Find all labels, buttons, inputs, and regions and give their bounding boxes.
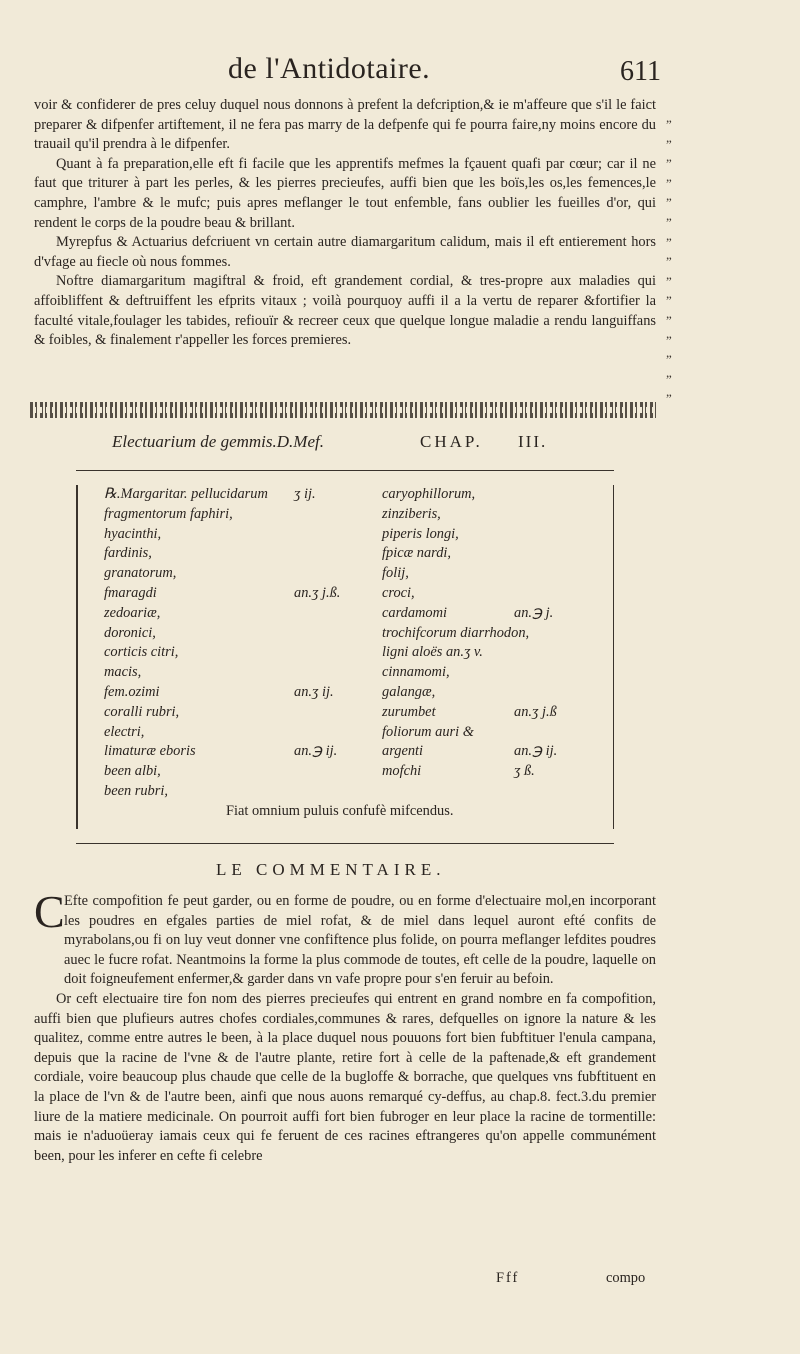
ingredient-name: mofchi — [382, 763, 422, 780]
ingredient-row — [104, 604, 374, 624]
ingredient-name: piperis longi, — [382, 525, 459, 542]
recipe-closing: Fiat omnium puluis confufè mifcendus. — [226, 803, 454, 819]
ingredient-row — [104, 683, 374, 703]
chapter-label: CHAP. — [420, 432, 483, 451]
ingredient-row — [104, 643, 374, 663]
ingredient-name: ℞.Margaritar. pellucidarum — [104, 486, 268, 502]
commentary-text — [34, 892, 656, 1166]
margin-quote: „ — [666, 188, 672, 204]
intro-paragraph: voir & confiderer de pres celuy duquel nous donnons à prefent la defcription,& ie m'affeure que s'il le faict preparer & difpenfer artiftement, il ne fera pas marry de la defpenfe qui fe pourra faire,ny moins encore du trauail qu'il prendra à le difpenfer. — [34, 97, 656, 153]
drop-cap: C — [34, 886, 65, 937]
ingredient-name: fmaragdi — [104, 584, 157, 601]
ingredient-name: foliorum auri & — [382, 723, 474, 740]
ingredient-row — [382, 723, 612, 743]
ingredient-row — [104, 505, 374, 525]
margin-quote: „ — [666, 149, 672, 165]
ingredient-row — [382, 742, 612, 762]
ingredient-quantity: an.℈ j. — [514, 604, 554, 621]
ingredient-name: folij, — [382, 565, 409, 582]
margin-quote: „ — [666, 168, 672, 184]
ingredient-name: cardamomi — [382, 604, 448, 621]
ingredient-row — [382, 643, 612, 663]
ingredient-name: been rubri, — [104, 782, 168, 799]
ingredient-row — [382, 485, 612, 505]
ingredient-row — [382, 525, 612, 545]
ingredient-quantity: an.ʒ j.ß — [514, 703, 557, 720]
recipe-right-column — [382, 485, 612, 782]
catchword: compo — [606, 1270, 646, 1286]
ingredient-row — [382, 624, 612, 644]
ingredient-name: hyacinthi, — [104, 525, 162, 542]
margin-quote: „ — [666, 325, 672, 341]
intro-paragraph: Noftre diamargaritum magiftral & froid, eft grandement cordial, & tres-propre aux maladies qui affoibliffent & deftruiffent les efprits vitaux ; voilà pourquoy auffi il a la vertu de reparer &fortifier la faculté vitale,foulager les tabides, refiouïr & recreer ceux que quelque longue maladie a rendu languiffans & foibles, & finalement r'appeller les forces premieres. — [34, 273, 656, 349]
page-number: 611 — [620, 56, 661, 87]
running-title: de l'Antidotaire. — [228, 52, 431, 85]
ingredient-row — [104, 624, 374, 644]
ingredient-name: fardinis, — [104, 545, 152, 562]
ingredient-row — [382, 683, 612, 703]
ingredient-row — [104, 564, 374, 584]
ingredient-quantity: ʒ ß. — [514, 763, 535, 780]
ingredient-name: ligni aloës an.ʒ v. — [382, 644, 483, 661]
intro-paragraph: Myrepfus & Actuarius defcriuent vn certain autre diamargaritum calidum, mais il eft entierement hors d'vfage au fiecle où nous fommes. — [34, 234, 656, 270]
ingredient-quantity: ʒ ij. — [294, 486, 316, 502]
margin-quote: „ — [666, 110, 672, 125]
recipe-box — [76, 470, 614, 844]
margin-quote: „ — [666, 305, 672, 321]
intro-paragraph: Quant à fa preparation,elle eft fi facile que les apprentifs mefmes la fçauent quafi par cœur; car il ne faut que triturer à part les perles, & les pierres precieufes, auffi bien que les boïs,les os,les femences,le camphre, l'ambre & le mufc; puis apres meflanger le tout enfemble, fans oublier les fueilles d'or, qui rendent le corps de la poudre beau & brillant. — [34, 155, 656, 231]
ingredient-row — [104, 525, 374, 545]
ingredient-name: argenti — [382, 743, 424, 760]
ingredient-row — [382, 584, 612, 604]
commentary-paragraph: Efte compofition fe peut garder, ou en forme de poudre, ou en forme d'electuaire mol,en incorporant les poudres en efgales parties de miel rofat, & de miel dans lequel auront efté confits de myrabolans,ou fi on luy veut donner vne confiftence plus folide, on pourra meflanger lefdites poudres auec le fucre rofat. Neantmoins la forme la plus commode de toutes, eft celle de la poudre, laquelle on doit foigneufement enfermer,& garder dans vn vafe propre pour s'en feruir au befoin. — [64, 893, 656, 988]
ingredient-row — [382, 762, 612, 782]
chapter-number: III. — [518, 432, 548, 451]
ingredient-row — [382, 604, 612, 624]
commentary-paragraph: Or ceft electuaire tire fon nom des pierres precieufes qui entrent en grand nombre en fa compofition, auffi bien que plufieurs autres chofes cordiales,communes & rares, defquelles on ignore la nature & les qualitez, comme entre autres le been, à la place duquel nous pouuons fort bien fubftituer l'enula campana, depuis que la racine de l'vne & de l'autre plante, retire fort à celle de la paftenade,& eft grandement cordiale, voire beaucoup plus chaude que celle de la bugloffe & borrache, que quelques vns fubftituent en la place de l'vn & de l'autre been, ainfi que nous auons remarqué cy-deffus, au chap.8. fect.3.du premier liure de la matiere medicinale. On pourroit auffi fort bien fubroger en leur place la racine de tormentille: mais ie n'aduoüeray iamais ceux qui fe feruent de ces racines eftrangeres qu'on appelle communément been, pour les inferer en cefte fi celebre — [34, 990, 656, 1164]
ingredient-name: caryophillorum, — [382, 486, 476, 502]
recipe-left-column — [104, 485, 374, 802]
ingredient-name: macis, — [104, 664, 142, 681]
ingredient-row — [104, 762, 374, 782]
ingredient-row — [104, 663, 374, 683]
chapter-heading — [0, 432, 800, 456]
ingredient-name: fragmentorum faphiri, — [104, 505, 233, 522]
ingredient-name: electri, — [104, 723, 145, 740]
ornament-band — [30, 402, 656, 418]
ingredient-row — [382, 564, 612, 584]
ingredient-row — [382, 544, 612, 564]
margin-quote: „ — [666, 384, 672, 400]
ingredient-quantity: an.ʒ j.ß. — [294, 584, 341, 601]
ingredient-row — [104, 584, 374, 604]
ingredient-name: zurumbet — [382, 703, 436, 720]
ingredient-row — [104, 723, 374, 743]
ingredient-row — [382, 505, 612, 525]
margin-quote: „ — [666, 227, 672, 243]
ingredient-row — [104, 485, 374, 505]
ingredient-name: limaturæ eboris — [104, 743, 196, 760]
ingredient-quantity: an.℈ ij. — [514, 743, 558, 760]
margin-quote: „ — [666, 247, 672, 263]
ingredient-quantity: an.℈ ij. — [294, 743, 338, 760]
ingredient-quantity: an.ʒ ij. — [294, 683, 334, 700]
signature-mark: Fff — [496, 1270, 520, 1286]
commentary-title: LE COMMENTAIRE. — [216, 860, 446, 879]
ingredient-row — [382, 703, 612, 723]
ingredient-name: croci, — [382, 584, 415, 601]
margin-quote: „ — [666, 364, 672, 380]
ingredient-row — [104, 703, 374, 723]
ingredient-name: cinnamomi, — [382, 664, 450, 681]
ingredient-row — [382, 663, 612, 683]
ingredient-name: zinziberis, — [382, 505, 441, 522]
running-head — [0, 52, 800, 94]
ingredient-name: been albi, — [104, 763, 161, 780]
ingredient-row — [104, 742, 374, 762]
ingredient-name: fpicæ nardi, — [382, 545, 452, 562]
ingredient-name: galangæ, — [382, 683, 436, 700]
ingredient-name: corticis citri, — [104, 644, 179, 661]
ingredient-name: fem.ozimi — [104, 683, 160, 700]
ingredient-name: coralli rubri, — [104, 703, 180, 720]
margin-quote: „ — [666, 345, 672, 361]
margin-quote: „ — [666, 286, 672, 302]
margin-quote: „ — [666, 129, 672, 145]
ingredient-row — [104, 782, 374, 802]
ingredient-name: zedoariæ, — [104, 604, 161, 621]
margin-quote: „ — [666, 266, 672, 282]
margin-quote-marks — [666, 108, 680, 402]
ingredient-row — [104, 544, 374, 564]
intro-text — [34, 96, 656, 351]
ingredient-name: trochifcorum diarrhodon, — [382, 624, 530, 641]
formula-name: Electuarium de gemmis.D.Mef. — [112, 432, 324, 451]
ingredient-name: doronici, — [104, 624, 156, 641]
ingredient-name: granatorum, — [104, 565, 177, 582]
margin-quote: „ — [666, 207, 672, 223]
